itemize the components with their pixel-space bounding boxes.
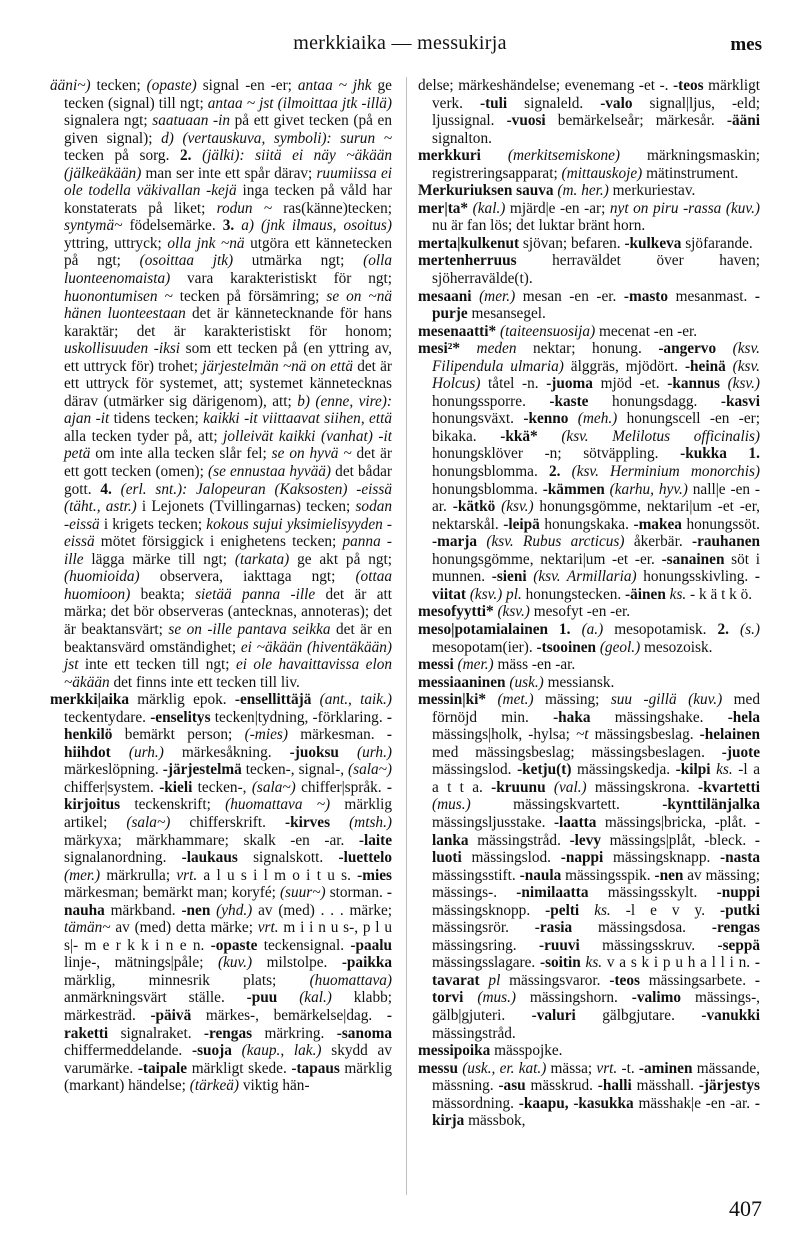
dictionary-entry: merkki|aika märklig epok. -ensellittäjä (ant., taik.) teckentydare. -enselitys tecken|tydning, -förklaring. -henkilö bemärkt person; (-mies) märkesman. -hiihdot (urh.) märkesåkning. -juoksu (urh.) märkeslöpning. -järjestelmä tecken-, signal-, (sala~) chiffer|system. -kieli tecken-, (sala~) chiffer|språk. -kirjoitus teckenskrift; (huomattava ~) märklig artikel; (sala~) chifferskrift. -kirves (mtsh.) märkyxa; märkhammare; skalk -en -ar. -laite signalanordning. -laukaus signalskott. -luettelo (mer.) märkrulla; vrt. a l u s i l m o i t u s. -mies märkesman; bemärkt man; koryfé; (suur~) storman. -nauha märkband. -nen (yhd.) av (med) . . . märke; tämän~ av (med) detta märke; vrt. m i i n u s-, p l u s|- m e r k k i n e n. -opaste teckensignal. -paalu linje-, mätnings|påle; (kuv.) milstolpe. -paikka märklig, minnesrik plats; (huomattava) anmärkningsvärt ställe. -puu (kal.) klabb; märkesträd. -päivä märkes-, bemärkelse|dag. -raketti signalraket. -rengas märkring. -sanoma chiffermeddelande. -suoja (kaup., lak.) skydd av varumärke. -taipale märkligt skede. -tapaus märklig (markant) händelse; (tärkeä) viktig hän- <box>50 691 392 1095</box>
dictionary-entry: merkkuri (merkitsemiskone) märkningsmaskin; registreringsapparat; (mittauskoje) mätinstrument. <box>418 147 760 182</box>
dictionary-entry: mesi²* meden nektar; honung. -angervo (ksv. Filipendula ulmaria) älggräs, mjödört. -heinä (ksv. Holcus) tåtel -n. -juoma mjöd -et. -kannus (ksv.) honungssporre. -kaste honungsdagg. -kasvi honungsväxt. -kenno (meh.) honungscell -en -er; bikaka. -kkä* (ksv. Melilotus officinalis) honungsklöver -n; sötväppling. -kukka 1. honungsblomma. 2. (ksv. Herminium monorchis) honungsblomma. -kämmen (karhu, hyv.) nall|e -en -ar. -kätkö (ksv.) honungsgömme, nektari|um -et -er, nektarskål. -leipä honungskaka. -makea honungssöt. -marja (ksv. Rubus arcticus) åkerbär. -rauhanen honungsgömme, nektari|um -et -er. -sanainen söt i munnen. -sieni (ksv. Armillaria) honungsskivling. -viitat (ksv.) pl. honungstecken. -äinen ks. - k ä t k ö. <box>418 340 760 603</box>
dictionary-entry: mesaani (mer.) mesan -en -er. -masto mesanmast. -purje mesansegel. <box>418 287 760 323</box>
dictionary-entry: delse; märkeshändelse; evenemang -et -. -teos märkligt verk. -tuli signaleld. -valo signal|ljus, -eld; ljussignal. -vuosi bemärkelseår; märkesår. -ääni signalton. <box>418 77 760 147</box>
dictionary-entry: merta|kulkenut sjövan; befaren. -kulkeva sjöfarande. <box>418 234 753 252</box>
dictionary-entry: mer|ta* (kal.) mjärd|e -en -ar; nyt on piru -rassa (kuv.) nu är fan lös; det luktar bränt horn. <box>418 199 760 235</box>
dictionary-entry: mertenherruus herraväldet över haven; sjöherravälde(t). <box>418 252 760 288</box>
left-column <box>50 77 392 1197</box>
dictionary-entry: messipoika mässpojke. <box>418 1042 563 1060</box>
page-header <box>0 32 800 62</box>
right-column <box>418 77 760 1197</box>
dictionary-entry: messin|ki* (met.) mässing; suu -gillä (kuv.) med förnöjd min. -haka mässingshake. -hela mässings|holk, -hylsa; ~t mässingsbeslag. -helainen med mässingsbeslag; mässingsbeslagen. -juote mässingslod. -ketju(t) mässingskedja. -kilpi ks. -l a a t t a. -kruunu (val.) mässingskrona. -kvartetti (mus.) mässingskvartett. -kynttilänjalka mässingsljusstake. -laatta mässings|bricka, -plåt. -lanka mässingstråd. -levy mässings|plåt, -bleck. -luoti mässingslod. -nappi mässingsknapp. -nasta mässingsstift. -naula mässingsspik. -nen av mässing; mässings-. -nimilaatta mässingsskylt. -nuppi mässingsknopp. -pelti ks. -l e v y. -putki mässingsrör. -rasia mässingsdosa. -rengas mässingsring. -ruuvi mässingsskruv. -seppä mässingsslagare. -soitin ks. v a s k i p u h a l l i n. -tavarat pl mässingsvaror. -teos mässingsarbete. -torvi (mus.) mässingshorn. -valimo mässings-, gälb|gjuteri. -valuri gälbgjutare. -vanukki mässingstråd. <box>418 691 760 1042</box>
running-title: merkkiaika — messukirja <box>293 32 507 54</box>
page-number: 407 <box>729 1196 762 1221</box>
dictionary-entry: messiaaninen (usk.) messiansk. <box>418 673 615 691</box>
dictionary-entry: Merkuriuksen sauva (m. her.) merkuriestav. <box>418 182 696 200</box>
guide-word: mes <box>730 34 762 55</box>
dictionary-entry: mesofyytti* (ksv.) mesofyt -en -er. <box>418 603 631 621</box>
dictionary-entry: mesenaatti* (taiteensuosija) mecenat -en -er. <box>418 322 698 340</box>
dictionary-entry: messi (mer.) mäss -en -ar. <box>418 656 576 674</box>
dictionary-columns <box>50 77 766 1197</box>
dictionary-entry: meso|potamialainen 1. (a.) mesopotamisk. 2. (s.) mesopotam(ier). -tsooinen (geol.) mesozoisk. <box>418 620 760 656</box>
column-divider <box>406 77 407 1195</box>
dictionary-entry: ääni~) tecken; (opaste) signal -en -er; antaa ~ jhk ge tecken (signal) till ngt; antaa ~ jst (ilmoittaa jtk -illä) signalera ngt; saatuaan -in på ett givet tecken (på en given signal); d) (vertauskuva, symboli): surun ~ tecken på sorg. 2. (jälki): siitä ei näy ~äkään (jälkeäkään) man ser inte ett spår därav; ruumiissa ei ole todella väkivallan -kejä inga tecken på våld har konstaterats på liket; rodun ~ ras(känne)tecken; syntymä~ födelsemärke. 3. a) (jnk ilmaus, osoitus) yttring, uttryck; olla jnk ~nä utgöra ett kännetecken på ngt; (osoittaa jtk) utmärka ngt; (olla luonteenomaista) vara karakteristiskt för ngt; huonontumisen ~ tecken på försämring; se on ~nä hänen luonteestaan det är kännetecknande för hans karaktär; det är karakteristiskt för honom; uskollisuuden -iksi som ett tecken på (en yttring av, ett uttryck för) trohet; järjestelmän ~nä on että det är ett uttryck för systemet, att; systemet kännetecknas därav (utmärker sig därigenom), att; b) (enne, vire): ajan -it tidens tecken; kaikki -it viittaavat siihen, että alla tecken tyder på, att; jolleivät kaikki (vanhat) -it petä om inte alla tecken slår fel; se on hyvä ~ det är ett gott tecken (omen); (se ennustaa hyvää) det bådar gott. 4. (erl. snt.): Jalopeuran (Kaksosten) -eissä (täht., astr.) i Lejonets (Tvillingarnas) tecken; sodan -eissä i krigets tecken; kokous sujui yksimielisyyden -eissä mötet försiggick i enighetens tecken; panna -ille lägga märke till ngt; (tarkata) ge akt på ngt; (huomioida) observera, iakttaga ngt; (ottaa huomioon) beakta; sietää panna -ille det är att märka; det bör observeras (antecknas, annoteras); det är beaktansvärt; se on -ille pantava seikka det är en beaktansvärd omständighet; ei ~äkään (hiventäkään) jst inte ett tecken till ngt; ei ole havaittavissa elon ~äkään det finns inte ett tecken till liv. <box>50 77 392 691</box>
dictionary-entry: messu (usk., er. kat.) mässa; vrt. -t. -aminen mässande, mässning. -asu mässkrud. -halli mässhall. -järjestys mässordning. -kaapu, -kasukka mässhak|e -en -ar. -kirja mässbok, <box>418 1059 760 1130</box>
